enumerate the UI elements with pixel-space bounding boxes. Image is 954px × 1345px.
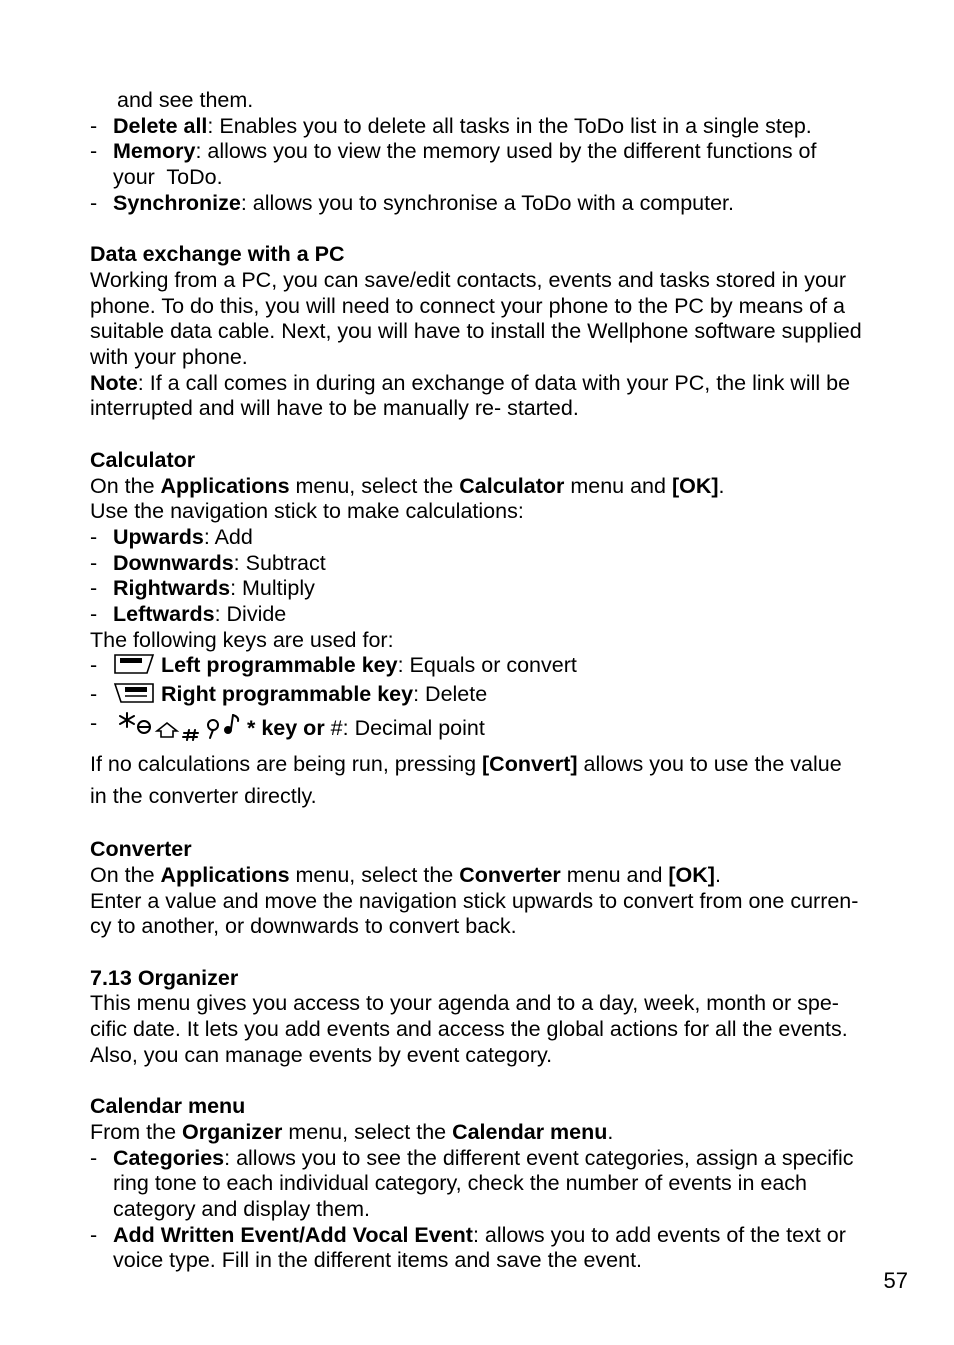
note-label: Note bbox=[90, 370, 138, 395]
page-number: 57 bbox=[883, 1268, 908, 1293]
memory-text: : allows you to view the memory used by the different functions of bbox=[195, 139, 817, 164]
synchronize-label: Synchronize bbox=[113, 190, 241, 215]
organizer-heading: 7.13 Organizer bbox=[90, 965, 239, 990]
direction-item-right: - Rightwards: Multiply bbox=[90, 576, 315, 601]
organizer-line: This menu gives you access to your agenda and to a day, week, month or spe- bbox=[90, 991, 839, 1016]
star-key-item: - * key or #: Decimal point bbox=[90, 711, 910, 748]
bullet-dash: - bbox=[90, 139, 98, 164]
add-event-item: - Add Written Event/Add Vocal Event: allows you to add events of the text or bbox=[90, 1222, 846, 1247]
direction-item-left: - Leftwards: Divide bbox=[90, 602, 287, 627]
converter-line: cy to another, or downwards to convert back. bbox=[90, 914, 517, 939]
converter-menu-path: On the Applications menu, select the Converter menu and [OK]. bbox=[90, 862, 721, 887]
todo-delete-all-item bbox=[90, 114, 910, 140]
data-exchange-line: with your phone. bbox=[90, 345, 248, 370]
note-text: : If a call comes in during an exchange of data with your PC, the link will be bbox=[137, 370, 851, 395]
calendar-heading: Calendar menu bbox=[90, 1094, 246, 1119]
organizer-line: cific date. It lets you add events and access the global actions for all the events. bbox=[90, 1017, 848, 1042]
converter-heading: Converter bbox=[90, 837, 192, 862]
memory-label: Memory bbox=[113, 139, 196, 164]
todo-synchronize-item bbox=[90, 191, 910, 217]
delete-all-text: : Enables you to delete all tasks in the ToDo list in a single step. bbox=[207, 113, 812, 138]
converter-line: Enter a value and move the navigation stick upwards to convert from one curren- bbox=[90, 888, 859, 913]
synchronize-text: : allows you to synchronise a ToDo with a computer. bbox=[240, 190, 734, 215]
data-exchange-line: Working from a PC, you can save/edit contacts, events and tasks stored in your bbox=[90, 267, 847, 292]
convert-line: If no calculations are being run, pressing [Convert] allows you to use the value bbox=[90, 751, 842, 776]
calculator-nav-intro: Use the navigation stick to make calculations: bbox=[90, 499, 524, 524]
organizer-line: Also, you can manage events by event category. bbox=[90, 1042, 553, 1067]
data-exchange-line: suitable data cable. Next, you will have to install the Wellphone software supplied bbox=[90, 319, 862, 344]
direction-item-up: - Upwards: Add bbox=[90, 524, 253, 549]
keypad-symbols-icon bbox=[117, 711, 245, 748]
right-softkey-icon bbox=[113, 682, 155, 711]
add-event-cont: voice type. Fill in the different items and save the event. bbox=[113, 1248, 643, 1273]
convert-cont: in the converter directly. bbox=[90, 783, 317, 808]
data-exchange-heading: Data exchange with a PC bbox=[90, 242, 345, 267]
left-key-item: - Left programmable key: Equals or convert bbox=[90, 653, 910, 682]
direction-item-down: - Downwards: Subtract bbox=[90, 550, 326, 575]
manual-page bbox=[90, 88, 910, 1274]
categories-item: - Categories: allows you to see the different event categories, assign a specific bbox=[90, 1145, 854, 1170]
todo-memory-item bbox=[90, 139, 910, 165]
categories-cont: category and display them. bbox=[113, 1197, 370, 1222]
note-cont: interrupted and will have to be manually re- started. bbox=[90, 396, 579, 421]
delete-all-label: Delete all bbox=[113, 113, 208, 138]
categories-cont: ring tone to each individual category, check the number of events in each bbox=[113, 1171, 807, 1196]
left-softkey-icon bbox=[113, 653, 155, 682]
todo-see-them: and see them. bbox=[117, 88, 254, 112]
bullet-dash: - bbox=[90, 113, 98, 138]
data-exchange-line: phone. To do this, you will need to connect your phone to the PC by means of a bbox=[90, 293, 845, 318]
memory-cont: your ToDo. bbox=[113, 165, 223, 190]
calculator-menu-path: On the Applications menu, select the Calculator menu and [OK]. bbox=[90, 473, 725, 498]
calendar-menu-path: From the Organizer menu, select the Calendar menu. bbox=[90, 1119, 614, 1144]
keys-intro: The following keys are used for: bbox=[90, 627, 394, 652]
right-key-item: - Right programmable key: Delete bbox=[90, 682, 910, 711]
bullet-dash: - bbox=[90, 190, 98, 215]
note-line bbox=[90, 371, 910, 397]
calculator-heading: Calculator bbox=[90, 447, 196, 472]
